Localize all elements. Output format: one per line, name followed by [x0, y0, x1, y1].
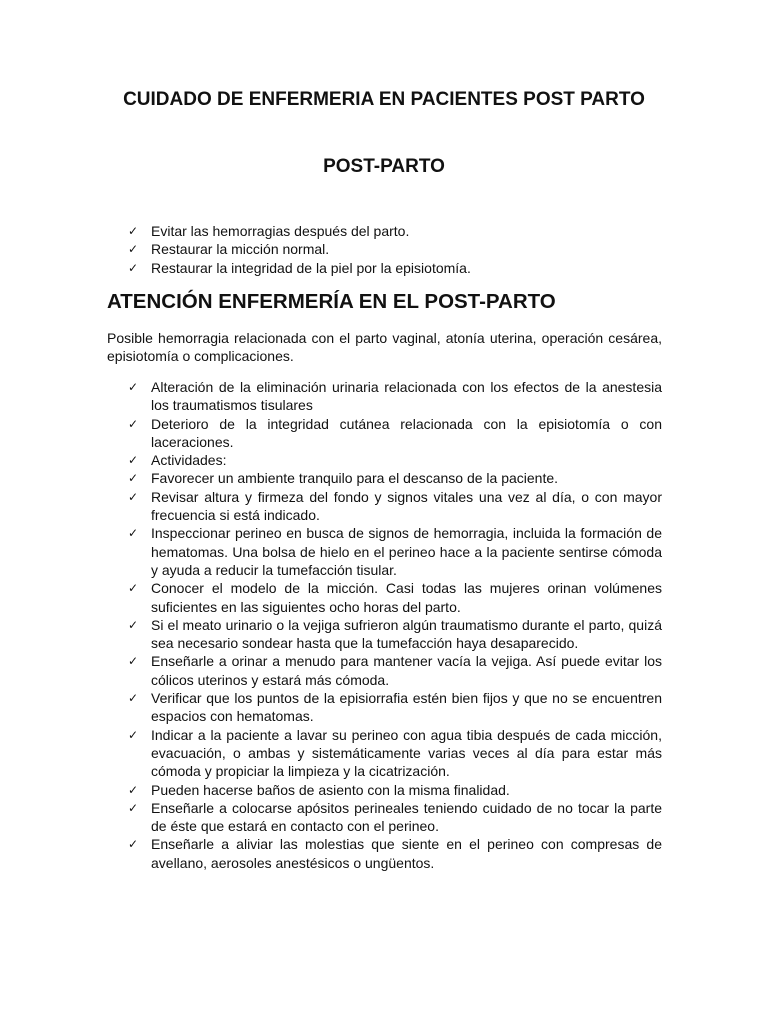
goal-item [107, 240, 667, 258]
care-item [107, 616, 662, 653]
care-item-text: Conocer el modelo de la micción. Casi todas las mujeres orinan volúmenes suficientes en las siguientes ocho horas del parto. [151, 580, 662, 615]
checkmark-icon: ✓ [128, 617, 139, 632]
checkmark-icon: ✓ [128, 581, 139, 596]
care-item-text: Enseñarle a colocarse apósitos perineales teniendo cuidado de no tocar la parte de éste que estará en contacto con el perineo. [151, 799, 662, 835]
checkmark-icon: ✓ [128, 782, 139, 797]
care-item-text: Favorecer un ambiente tranquilo para el descanso de la paciente. [151, 470, 559, 487]
care-item-text: Alteración de la eliminación urinaria relacionada con los efectos de la anestesia los traumatismos tisulares [151, 379, 662, 414]
care-item-text: Verificar que los puntos de la episiorrafia estén bien fijos y que no se encuentren espacios con hematomas. [151, 690, 662, 725]
checkmark-icon: ✓ [128, 654, 139, 669]
checkmark-icon: ✓ [128, 260, 139, 275]
intro-paragraph: Posible hemorragia relacionada con el parto vaginal, atonía uterina, operación cesárea, episiotomía o complicaciones. [107, 330, 662, 365]
care-item-text: Pueden hacerse baños de asiento con la misma finalidad. [151, 781, 510, 798]
care-item [107, 488, 662, 525]
care-item-text: Actividades: [151, 452, 227, 469]
checkmark-icon: ✓ [128, 224, 139, 238]
care-item-text: Inspeccionar perineo en busca de signos de hemorragia, incluida la formación de hematomas. Una bolsa de hielo en el perineo hace a la paciente sentirse cómoda y ayuda a reducir la tumefacción tisular. [151, 525, 662, 578]
care-items-list [107, 378, 662, 872]
care-item-text: Si el meato urinario o la vejiga sufrieron algún traumatismo durante el parto, quizá sea necesario sondear hasta que la tumefacción haya desaparecido. [151, 616, 662, 652]
checkmark-icon: ✓ [128, 800, 139, 815]
care-item [107, 726, 662, 781]
goal-item [107, 222, 667, 240]
care-item [107, 652, 662, 689]
care-item [107, 689, 662, 726]
care-item-text: Revisar altura y firmeza del fondo y signos vitales una vez al día, o con mayor frecuencia si está indicado. [151, 488, 662, 524]
goal-text: Restaurar la integridad de la piel por la episiotomía. [151, 259, 471, 276]
document-title: CUIDADO DE ENFERMERIA EN PACIENTES POST PARTO [123, 89, 645, 110]
checkmark-icon: ✓ [128, 416, 139, 431]
care-item-text: Enseñarle a aliviar las molestias que siente en el perineo con compresas de avellano, aerosoles anestésicos o ungüentos. [151, 836, 662, 871]
checkmark-icon: ✓ [128, 691, 139, 706]
checkmark-icon: ✓ [128, 526, 139, 541]
care-item [107, 579, 662, 616]
checkmark-icon: ✓ [128, 242, 139, 257]
checkmark-icon: ✓ [128, 489, 139, 504]
checkmark-icon: ✓ [128, 471, 139, 486]
checkmark-icon: ✓ [128, 727, 139, 742]
care-item [107, 799, 662, 836]
document-subtitle: POST-PARTO [323, 156, 445, 177]
checkmark-icon: ✓ [128, 453, 139, 468]
care-item [107, 781, 662, 799]
care-item [107, 451, 662, 469]
care-item-text: Deterioro de la integridad cutánea relacionada con la episiotomía o con laceraciones. [151, 415, 662, 450]
checkmark-icon: ✓ [128, 380, 139, 394]
goal-item [107, 259, 667, 277]
goal-text: Evitar las hemorragias después del parto. [151, 223, 410, 239]
care-item-text: Enseñarle a orinar a menudo para mantener vacía la vejiga. Así puede evitar los cólicos uterinos y estará más cómoda. [151, 653, 662, 688]
care-item-text: Indicar a la paciente a lavar su perineo con agua tibia después de cada micción, evacuación, o ambas y sistemáticamente varias veces al día para estar más cómoda y propiciar la limpieza y la cicatrización. [151, 726, 662, 780]
checkmark-icon: ✓ [128, 837, 139, 852]
care-item [107, 835, 662, 872]
care-item [107, 378, 662, 415]
goal-text: Restaurar la micción normal. [151, 241, 330, 258]
care-item [107, 415, 662, 452]
care-item [107, 524, 662, 579]
goals-list [107, 222, 667, 277]
section-heading: ATENCIÓN ENFERMERÍA EN EL POST-PARTO [107, 290, 556, 313]
care-item [107, 469, 662, 487]
